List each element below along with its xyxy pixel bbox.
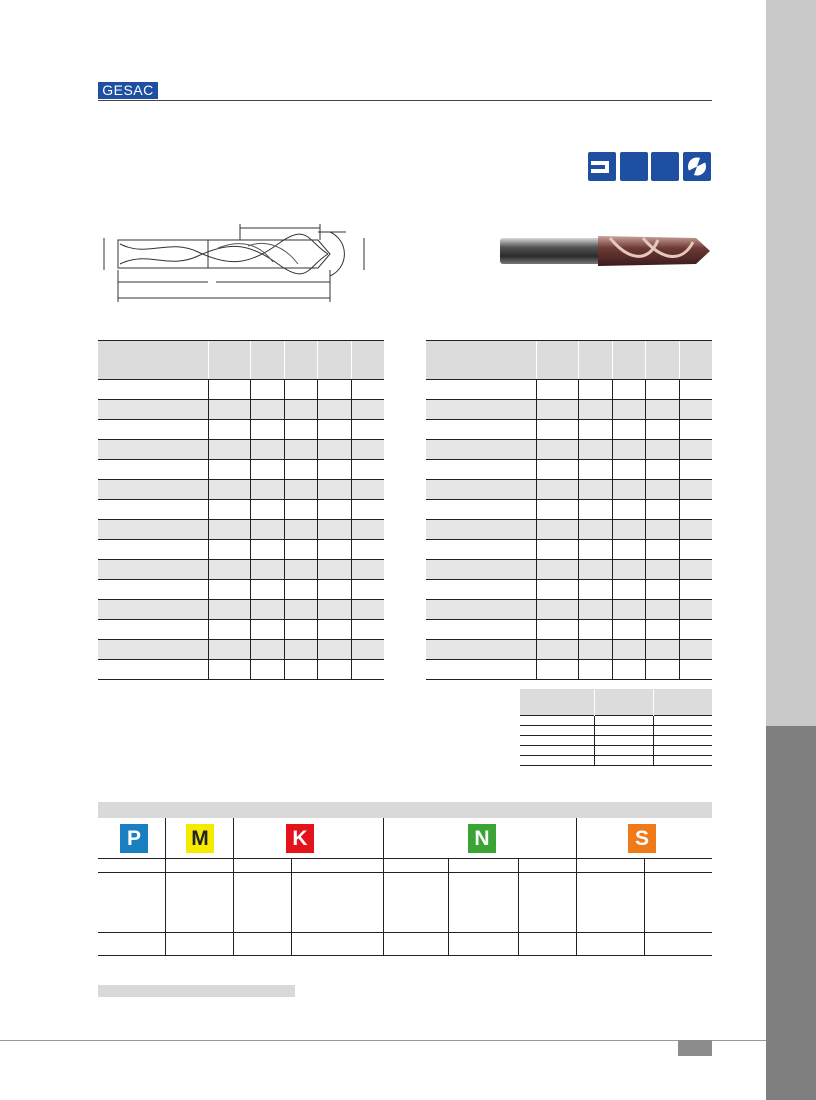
grid-line: [165, 818, 166, 956]
footer-rule: [0, 1040, 766, 1041]
table-row: [426, 380, 712, 400]
table-row: [98, 380, 384, 400]
blank-feature-icon: [651, 152, 679, 181]
grid-line: [98, 955, 712, 956]
table-row: [426, 520, 712, 540]
table-row: [98, 400, 384, 420]
table-row: [520, 756, 712, 766]
table-row: [426, 420, 712, 440]
table-row: [426, 480, 712, 500]
side-tab-dark: [766, 726, 816, 1100]
table-row: [98, 600, 384, 620]
material-badge-p: P: [120, 824, 148, 853]
table-row: [98, 640, 384, 660]
table-row: [520, 746, 712, 756]
side-tab-light: [766, 0, 816, 726]
drill-product-image: [498, 230, 712, 272]
grid-line: [233, 818, 234, 956]
table-row: [98, 440, 384, 460]
table-row: [520, 736, 712, 746]
note-bar: [98, 985, 295, 997]
table-row: [426, 660, 712, 680]
material-badge-s: S: [628, 824, 656, 853]
grid-line: [98, 932, 712, 933]
table-header-row: [520, 689, 712, 716]
table-row: [98, 660, 384, 680]
table-row: [98, 500, 384, 520]
table-row: [520, 726, 712, 736]
table-header-row: [98, 341, 384, 380]
through-coolant-icon: [588, 152, 616, 181]
table-row: [520, 716, 712, 726]
table-header-row: [426, 341, 712, 380]
table-row: [98, 560, 384, 580]
table-row: [426, 640, 712, 660]
material-badge-k: K: [286, 824, 314, 853]
table-row: [426, 440, 712, 460]
spec-table-left: [98, 340, 384, 680]
tolerance-table: [520, 689, 712, 766]
table-row: [426, 400, 712, 420]
table-row: [426, 620, 712, 640]
table-row: [98, 460, 384, 480]
table-row: [98, 520, 384, 540]
materials-header-bar: [98, 802, 712, 818]
table-row: [426, 460, 712, 480]
table-row: [98, 580, 384, 600]
header-rule: [98, 100, 712, 101]
table-row: [98, 540, 384, 560]
grid-line: [98, 872, 712, 873]
flute-cross-section-icon: [683, 152, 711, 181]
page-number-tab: [678, 1040, 712, 1056]
table-row: [98, 480, 384, 500]
brand-label: GESAC: [98, 82, 158, 99]
material-badge-n: N: [468, 824, 496, 853]
grid-line: [98, 858, 712, 859]
table-row: [426, 580, 712, 600]
drill-dimension-drawing: [98, 218, 388, 308]
materials-grid: [98, 818, 712, 956]
table-row: [426, 540, 712, 560]
table-row: [98, 420, 384, 440]
table-row: [426, 600, 712, 620]
material-badge-m: M: [186, 824, 214, 853]
table-row: [426, 500, 712, 520]
grid-line: [576, 818, 577, 956]
table-row: [98, 620, 384, 640]
grid-line: [383, 818, 384, 956]
blank-feature-icon: [620, 152, 648, 181]
table-row: [426, 560, 712, 580]
spec-table-right: [426, 340, 712, 680]
